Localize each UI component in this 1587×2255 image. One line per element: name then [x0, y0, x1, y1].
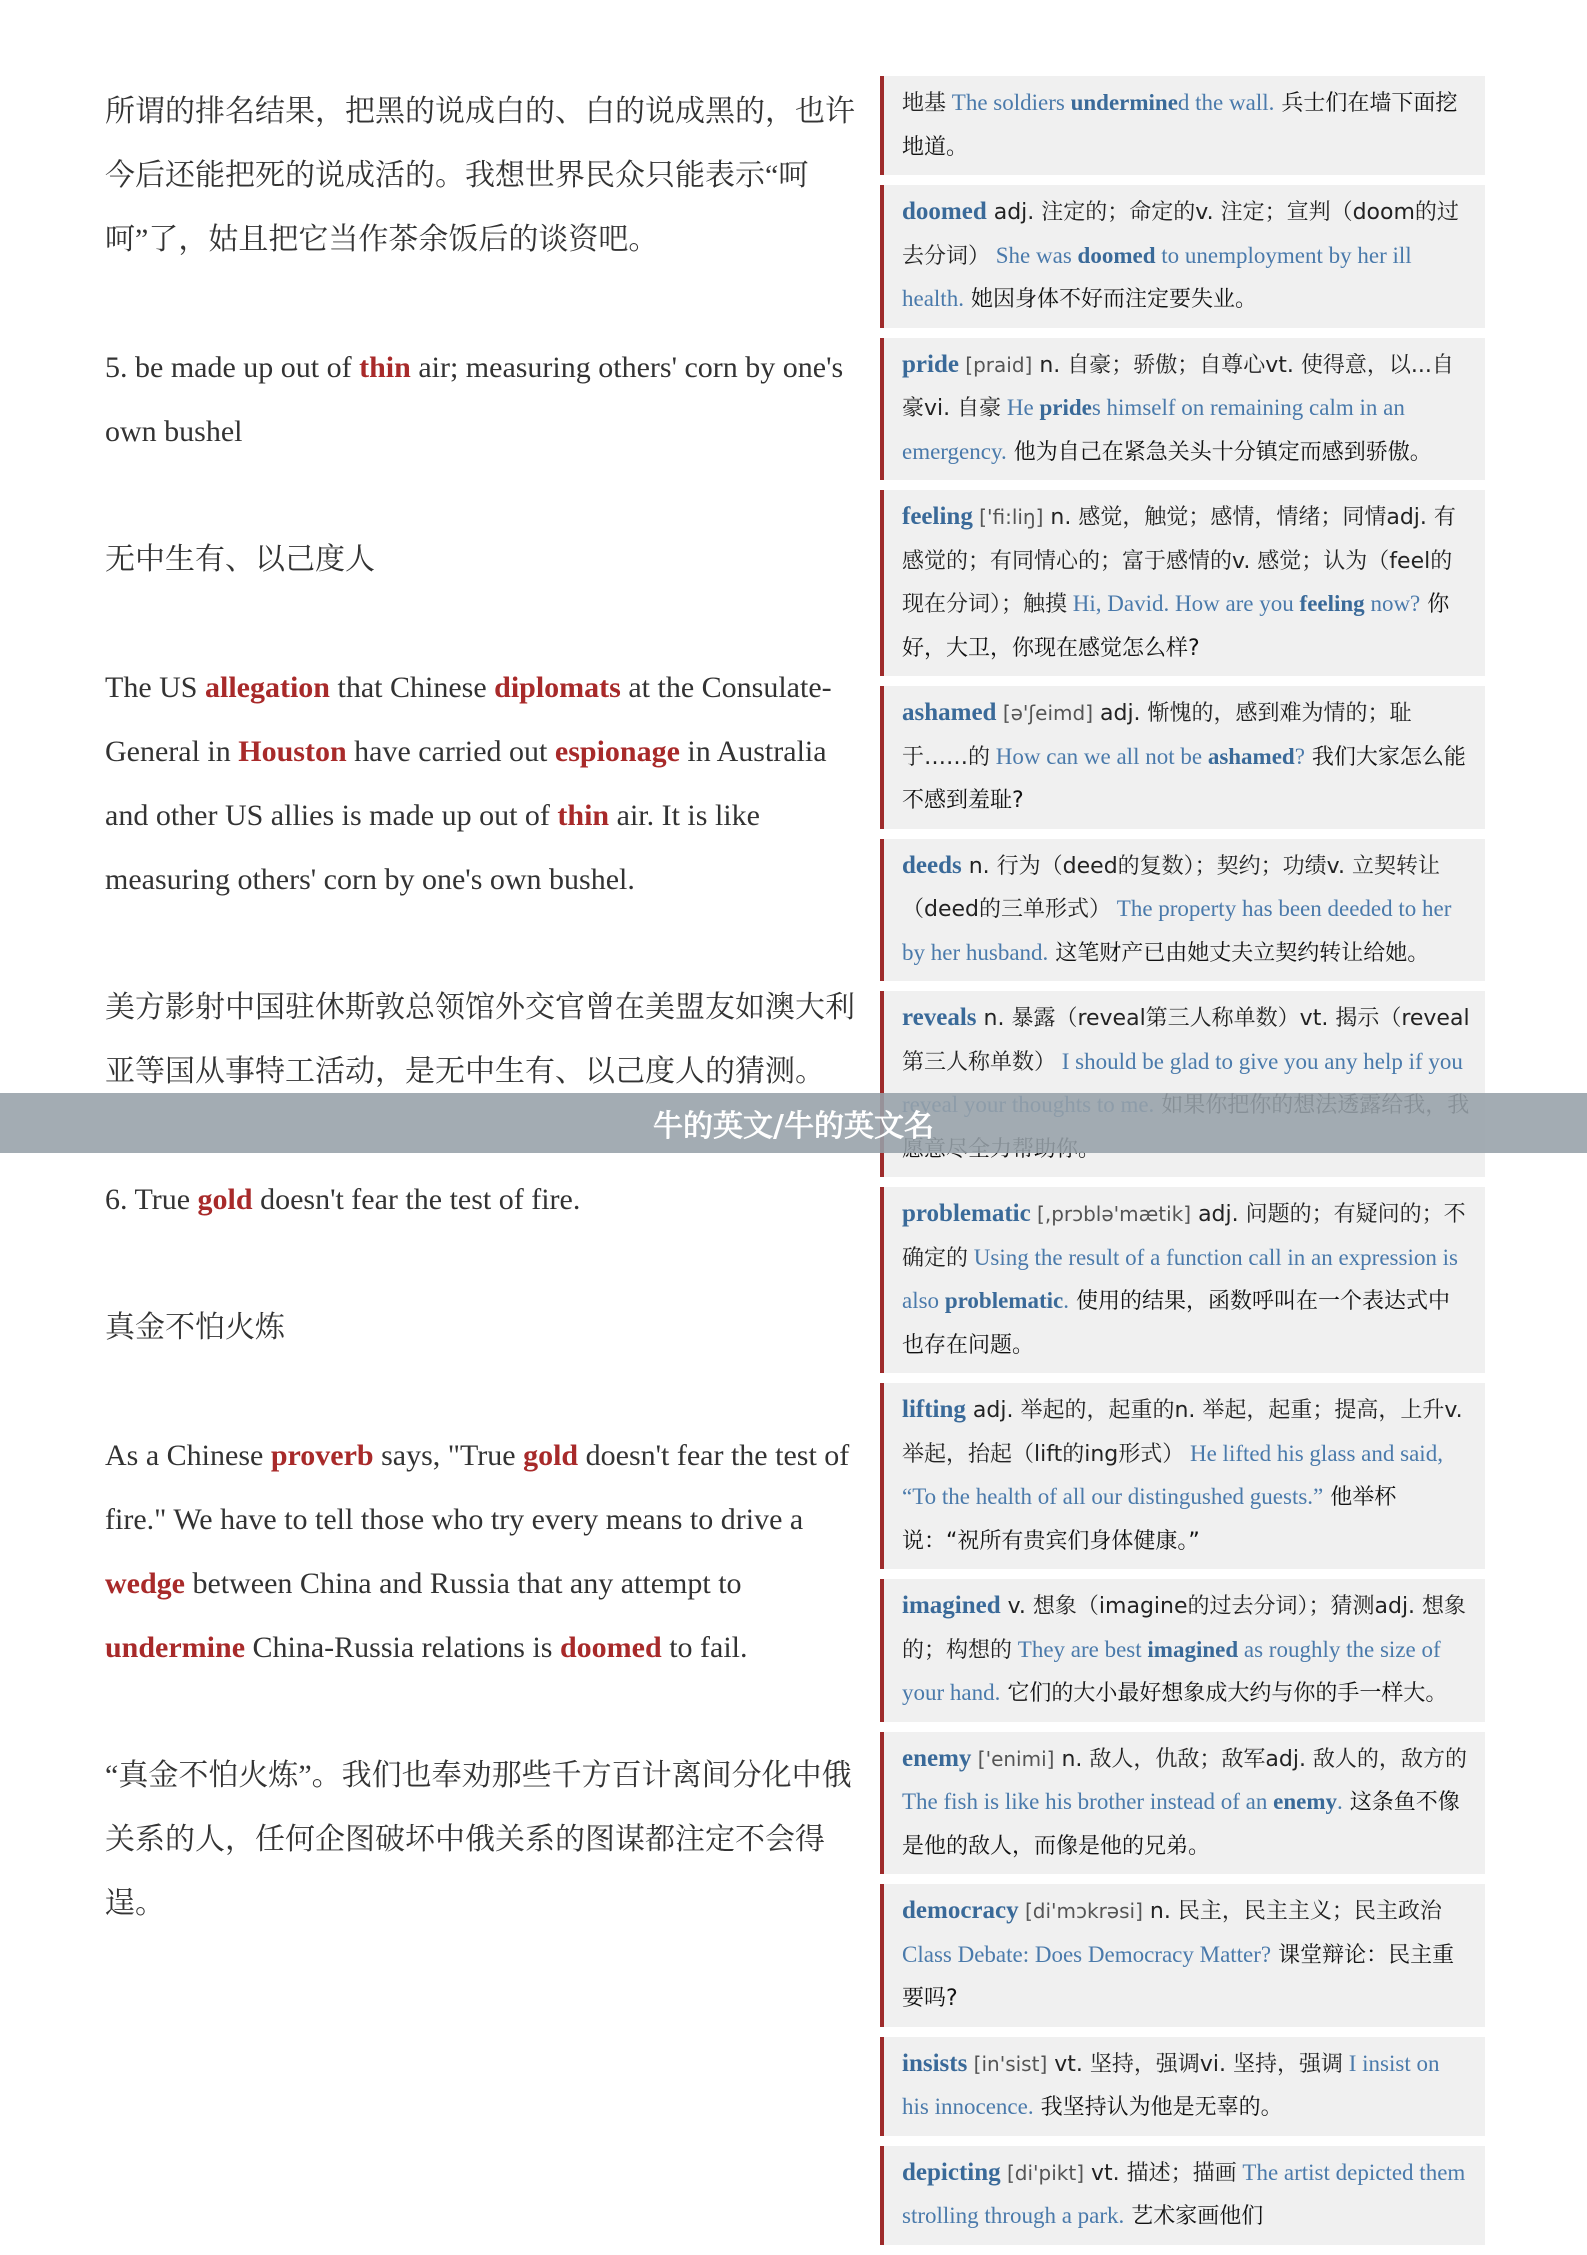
vocab-translation: 艺术家画他们 [1124, 2204, 1264, 2229]
text: 6. True [105, 1183, 198, 1216]
example-text: She was [990, 242, 1078, 268]
text: China-Russia relations is [245, 1631, 560, 1664]
paragraph-8 [105, 1424, 855, 1680]
paragraph-6 [105, 1168, 855, 1232]
vocab-phonetic: [in'sist] [967, 2051, 1048, 2076]
example-keyword: feeling [1299, 591, 1365, 616]
paragraph-3: 无中生有、以己度人 [105, 543, 375, 576]
paragraph-7: 真金不怕火炼 [105, 1311, 285, 1344]
paragraph-1: 所谓的排名结果，把黑的说成白的、白的说成黑的，也许今后还能把死的说成活的。我想世界民众只能表示“呵呵”了，姑且把它当作茶余饭后的谈资吧。 [105, 95, 855, 256]
vocab-phonetic: ['enimi] [971, 1746, 1055, 1771]
vocab-phonetic: [praid] [958, 352, 1033, 377]
example-keyword: imagined [1147, 1636, 1239, 1662]
example-text: The fish is like his brother instead of an [902, 1789, 1274, 1814]
text: to fail. [661, 1631, 748, 1664]
vocab-definition: adj. 注定的；命定的v. 注定；宣判（doom的过去分词） [902, 200, 1459, 269]
example-keyword: pride [1039, 395, 1092, 420]
example-text: . [1063, 1288, 1069, 1313]
text: that Chinese [330, 671, 495, 704]
example-text: The soldiers [946, 90, 1071, 115]
vocab-definition: v. 想象（imagine的过去分词）；猜测adj. 想象的；构想的 [902, 1594, 1467, 1663]
vocab-card [880, 1579, 1485, 1722]
vocab-definition: n. 民主，民主主义；民主政治 [1142, 1899, 1442, 1924]
vocab-example [1067, 591, 1420, 616]
vocab-phonetic: [di'mɔkrəsi] [1018, 1899, 1143, 1923]
highlight-word: doomed [560, 1631, 662, 1664]
text: in Australia and other US allies is made up out of [105, 735, 827, 832]
vocab-word: doomed [902, 198, 987, 225]
vocab-word: ashamed [902, 699, 997, 726]
highlight-word: diplomats [494, 671, 621, 704]
paragraph-9: “真金不怕火炼”。我们也奉劝那些千方百计离间分化中俄关系的人，任何企图破坏中俄关系的图谋都注定不会得逞。 [105, 1759, 852, 1920]
example-keyword: doomed [1077, 242, 1156, 268]
highlight-word: gold [523, 1439, 579, 1472]
vocab-card [880, 2146, 1485, 2245]
highlight-word: undermine [105, 1631, 246, 1664]
vocab-card [880, 338, 1485, 481]
example-text: How can we all not be [990, 743, 1208, 769]
example-text: Using the result of a function call in an expression is also [902, 1244, 1458, 1313]
title-banner [0, 1093, 1587, 1153]
example-text: I insist on his innocence. [902, 2050, 1440, 2119]
vocab-card [880, 1187, 1485, 1373]
text: air; measuring others' corn by one's own bushel [105, 351, 844, 448]
text: between China and Russia that any attempt to [184, 1567, 742, 1600]
vocab-translation: 你好，大卫，你现在感觉怎么样? [902, 592, 1450, 661]
vocab-definition: adj. 惭愧的，感到难为情的；耻于……的 [902, 701, 1412, 770]
text: at the Consulate-General in [105, 671, 832, 768]
vocab-card [880, 2037, 1485, 2136]
vocab-definition: adj. 问题的；有疑问的；不确定的 [902, 1202, 1466, 1271]
vocab-definition: n. 感觉，触觉；感情，情绪；同情adj. 有感觉的；有同情心的；富于感情的v. 感觉；认为（feel的现在分词）；触摸 [902, 505, 1456, 617]
text: 5. be made up out of [105, 351, 360, 384]
highlight-word: espionage [554, 735, 680, 768]
example-text: . [1337, 1789, 1343, 1814]
highlight-word: thin [359, 351, 411, 384]
vocab-word: reveals [902, 1004, 977, 1031]
example-text: Hi, David. How are you [1067, 591, 1300, 616]
vocab-translation: 他为自己在紧急关头十分镇定而感到骄傲。 [1006, 439, 1432, 465]
vocab-definition: n. 自豪；骄傲；自尊心vt. 使得意，以...自豪vi. 自豪 [902, 352, 1454, 421]
text: The US [105, 671, 205, 704]
vocab-translation: 这条鱼不像是他的敌人，而像是他的兄弟。 [902, 1790, 1460, 1859]
vocab-card [880, 76, 1485, 175]
example-keyword: problematic [944, 1288, 1064, 1313]
example-text: as roughly the size of your hand. [902, 1636, 1441, 1705]
vocab-example [902, 1789, 1343, 1814]
example-text: I should be glad to give you any help if you [1061, 1048, 1463, 1074]
vocab-translation: 课堂辩论：民主重要吗? [902, 1942, 1455, 2011]
paragraph-5: 美方影射中国驻休斯敦总领馆外交官曾在美盟友如澳大利亚等国从事特工活动，是无中生有、以己度人的猜测。 [105, 991, 855, 1088]
example-text: They are best [1012, 1636, 1148, 1662]
vocab-definition: vt. 描述；描画 [1084, 2160, 1237, 2186]
vocab-definition: adj. 举起的，起重的n. 举起，起重；提高，上升v. 举起，抬起（lift的ing形式） [902, 1398, 1463, 1467]
text: doesn't fear the test of fire. [252, 1183, 581, 1216]
vocab-example [946, 90, 1274, 115]
vocabulary-list [880, 76, 1485, 2255]
example-keyword: enemy [1273, 1789, 1337, 1814]
example-text: to unemployment by her ill health. [902, 242, 1412, 311]
vocab-word: feeling [902, 503, 973, 530]
vocab-card [880, 490, 1485, 676]
text: have carried out [346, 735, 555, 768]
example-text: ? [1294, 743, 1305, 769]
highlight-word: proverb [270, 1439, 374, 1472]
vocab-word: problematic [902, 1200, 1031, 1227]
vocab-definition: n. 行为（deed的复数）；契约；功绩v. 立契转让（deed的三单形式） [902, 853, 1440, 922]
vocab-example [990, 744, 1305, 769]
vocab-card [880, 839, 1485, 982]
vocab-translation: 我们大家怎么能不感到羞耻? [902, 744, 1466, 813]
paragraph-2 [105, 336, 855, 464]
example-keyword: ashamed [1207, 743, 1295, 769]
vocab-translation: 她因身体不好而注定要失业。 [963, 287, 1257, 312]
text: doesn't fear the test of fire." We have to tell those who try every means to drive a [105, 1439, 850, 1536]
vocab-translation: 这笔财产已由她丈夫立契约转让给她。 [1048, 940, 1430, 966]
vocab-card [880, 1383, 1485, 1569]
banner-title: 牛的英文/牛的英文名 [653, 1109, 934, 1144]
vocab-card [880, 1732, 1485, 1875]
vocab-phonetic: [di'pikt] [1000, 2160, 1085, 2185]
text: air. It is like measuring others' corn by one's own bushel. [105, 799, 760, 896]
vocab-word: democracy [902, 1897, 1019, 1924]
text: As a Chinese [105, 1439, 271, 1472]
vocab-word: pride [902, 350, 959, 378]
vocab-definition: n. 暴露（reveal第三人称单数）vt. 揭示（reveal第三人称单数） [902, 1006, 1470, 1075]
example-keyword: undermine [1070, 90, 1178, 115]
vocab-translation: 兵士们在墙下面挖地道。 [902, 91, 1458, 160]
highlight-word: Houston [238, 735, 347, 768]
example-text: d the wall. [1177, 90, 1275, 115]
vocab-word: imagined [902, 1592, 1001, 1619]
article-body [105, 80, 855, 1936]
example-text: now? [1364, 591, 1421, 616]
example-text: He lifted his glass and said, “To the health of all our distingushed guests.” [902, 1440, 1443, 1509]
highlight-word: allegation [205, 671, 330, 704]
vocab-definition: 地基 [902, 91, 947, 116]
vocab-phonetic: [ə'ʃeimd] [996, 701, 1093, 725]
vocab-phonetic: [,prɔblə'mætik] [1030, 1202, 1192, 1226]
vocab-definition: n. 敌人，仇敌；敌军adj. 敌人的，敌方的 [1054, 1746, 1467, 1772]
vocab-word: insists [902, 2049, 968, 2077]
text: says, "True [373, 1439, 524, 1472]
example-text: The property has been deeded to her by her husband. [902, 896, 1452, 965]
vocab-example [902, 1942, 1271, 1967]
vocab-translation: 它们的大小最好想象成大约与你的手一样大。 [1000, 1681, 1448, 1706]
vocab-word: lifting [902, 1396, 966, 1423]
vocab-translation: 他举杯说：“祝所有贵宾们身体健康。” [902, 1485, 1397, 1554]
highlight-word: thin [557, 799, 610, 832]
highlight-word: wedge [105, 1567, 185, 1600]
paragraph-4 [105, 656, 855, 912]
vocab-translation: 我坚持认为他是无辜的。 [1033, 2095, 1283, 2120]
example-text: The artist depicted them strolling through a park. [902, 2159, 1466, 2228]
example-text: Class Debate: Does Democracy Matter? [902, 1941, 1272, 1967]
vocab-card [880, 1884, 1485, 2027]
vocab-definition: vt. 坚持，强调vi. 坚持，强调 [1047, 2051, 1343, 2077]
vocab-translation: 使用的结果，函数呼叫在一个表达式中也存在问题。 [902, 1289, 1450, 1358]
example-text: He [1001, 395, 1040, 420]
example-text: s himself on remaining calm in an emergency. [902, 395, 1405, 464]
vocab-card [880, 686, 1485, 829]
vocab-phonetic: ['fi:liŋ] [972, 505, 1044, 529]
vocab-card [880, 185, 1485, 328]
vocab-word: depicting [902, 2158, 1001, 2186]
highlight-word: gold [197, 1183, 253, 1216]
vocab-word: enemy [902, 1744, 972, 1772]
vocab-word: deeds [902, 851, 962, 879]
